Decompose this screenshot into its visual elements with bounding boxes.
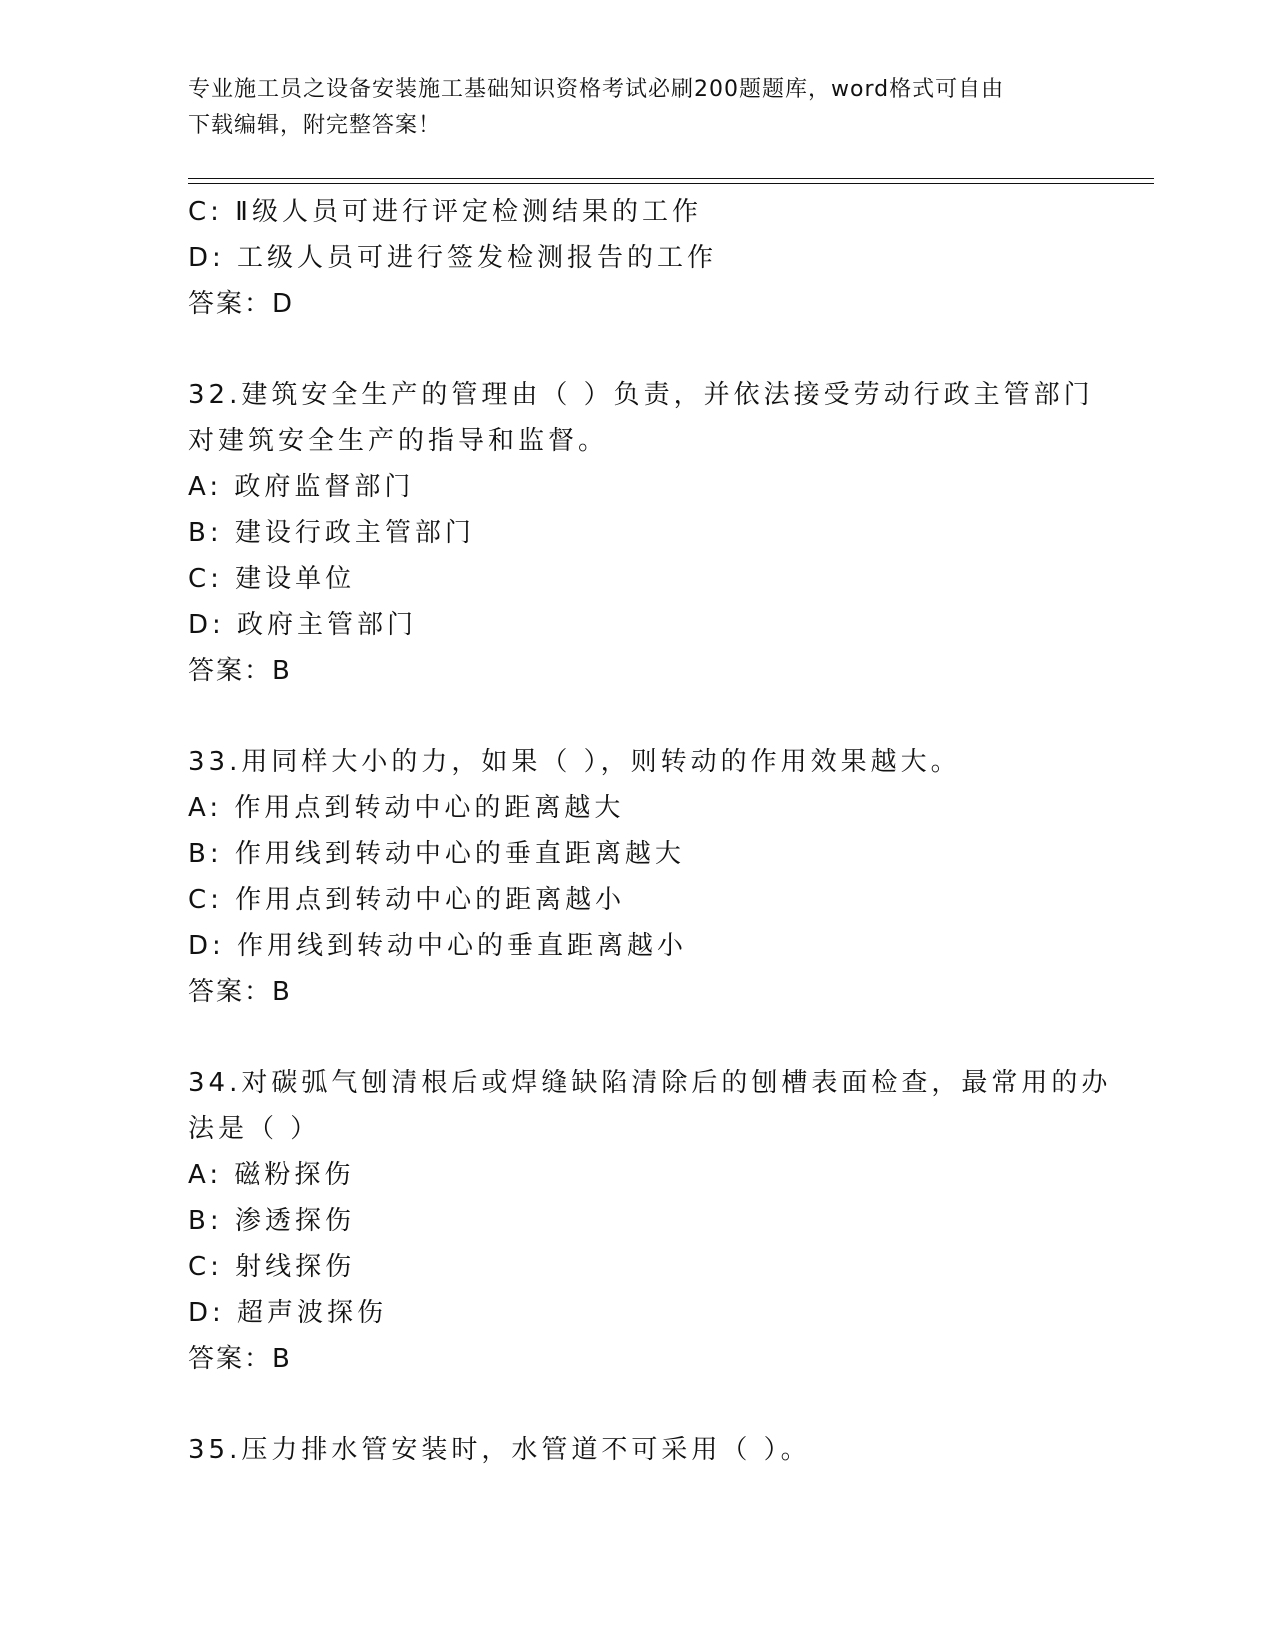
option-d: D: 工级人员可进行签发检测报告的工作	[188, 243, 718, 273]
answer: 答案：B	[188, 656, 292, 686]
question-stem: 法是（ ）	[188, 1114, 321, 1144]
answer: 答案：D	[188, 289, 295, 319]
header-divider-top	[188, 178, 1154, 179]
option-c: C: 射线探伤	[188, 1252, 356, 1282]
spacer	[188, 1382, 1088, 1427]
option-b: B: 建设行政主管部门	[188, 518, 475, 548]
question-stem: 33.用同样大小的力，如果（ ），则转动的作用效果越大。	[188, 747, 961, 777]
answer: 答案：B	[188, 1344, 292, 1374]
option-c: C: Ⅱ级人员可进行评定检测结果的工作	[188, 197, 702, 227]
header-line-1: 专业施工员之设备安装施工基础知识资格考试必刷200题题库，word格式可自由	[188, 77, 1005, 102]
option-c: C: 作用点到转动中心的距离越小	[188, 885, 626, 915]
spacer	[188, 1015, 1088, 1060]
question-stem: 对建筑安全生产的指导和监督。	[188, 426, 609, 456]
question-stem: 34.对碳弧气刨清根后或焊缝缺陷清除后的刨槽表面检查，最常用的办	[188, 1068, 1112, 1098]
option-a: A: 政府监督部门	[188, 472, 415, 502]
question-stem: 32.建筑安全生产的管理由（ ）负责，并依法接受劳动行政主管部门	[188, 380, 1094, 410]
option-a: A: 作用点到转动中心的距离越大	[188, 793, 625, 823]
answer: 答案：B	[188, 977, 292, 1007]
spacer	[188, 327, 1088, 372]
option-c: C: 建设单位	[188, 564, 356, 594]
page-content	[188, 189, 1112, 1473]
option-d: D: 超声波探伤	[188, 1298, 388, 1328]
option-b: B: 作用线到转动中心的垂直距离越大	[188, 839, 685, 869]
header-line-2: 下载编辑，附完整答案！	[188, 113, 442, 138]
option-a: A: 磁粉探伤	[188, 1160, 355, 1190]
header-divider-bottom	[188, 183, 1154, 184]
question-stem: 35.压力排水管安装时，水管道不可采用（ ）。	[188, 1435, 811, 1465]
option-d: D: 作用线到转动中心的垂直距离越小	[188, 931, 688, 961]
spacer	[188, 694, 1088, 739]
document-header	[188, 72, 1068, 144]
option-b: B: 渗透探伤	[188, 1206, 355, 1236]
option-d: D: 政府主管部门	[188, 610, 418, 640]
